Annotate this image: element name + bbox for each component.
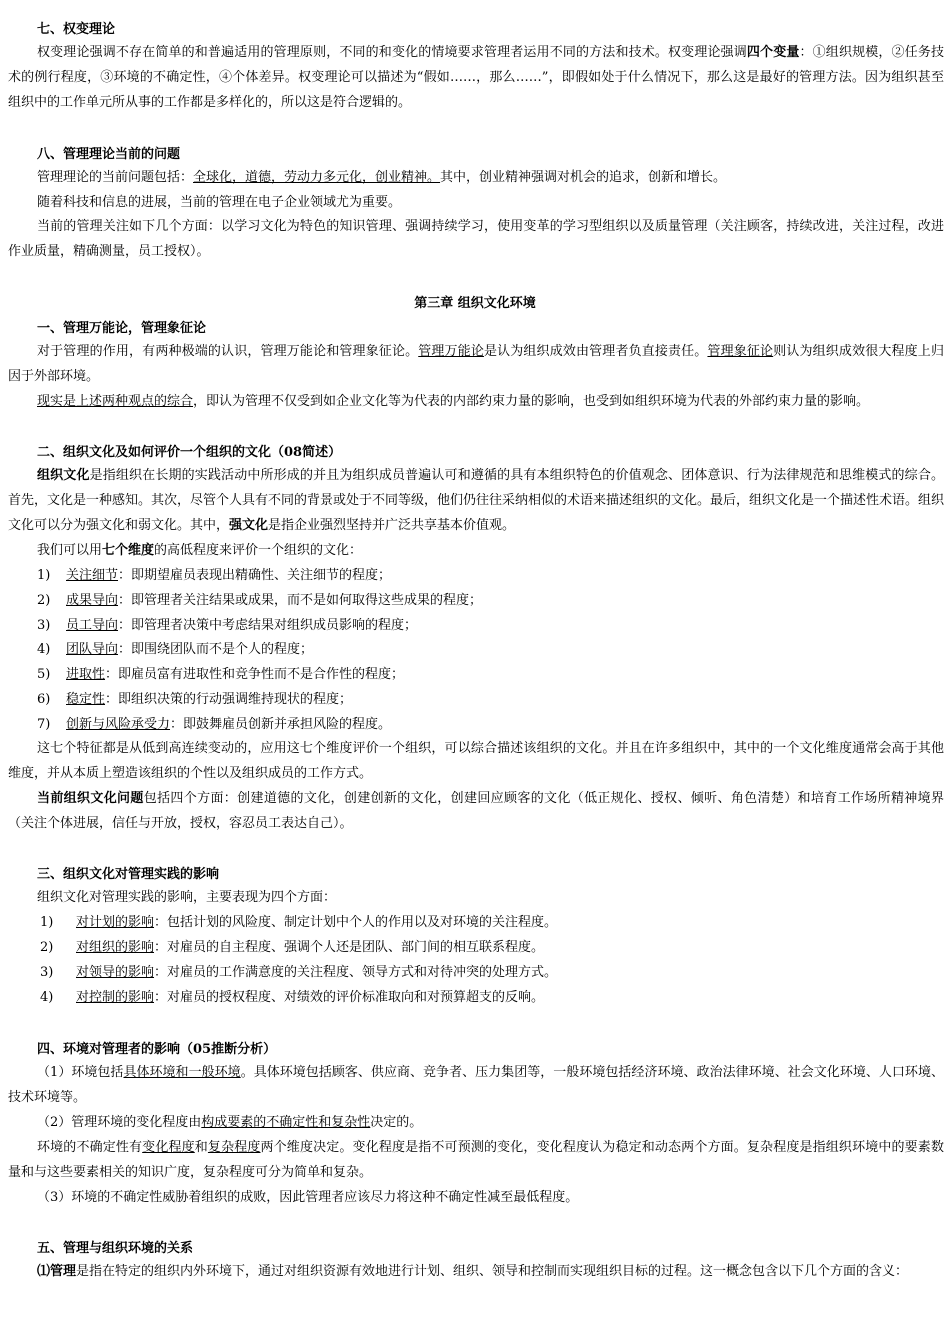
underlined-term: 复杂程度 xyxy=(207,1140,261,1155)
underlined-term: 构成要素的不确定性和复杂性 xyxy=(201,1115,371,1130)
list-item: 5) 进取性：即雇员富有进取性和竞争性而不是合作性的程度； xyxy=(37,667,405,682)
bold-term: 七个维度 xyxy=(102,543,155,558)
underlined-term: 全球化，道德，劳动力多元化，创业精神。 xyxy=(193,170,441,185)
list-item: 1) 关注细节：即期望雇员表现出精确性、关注细节的程度； xyxy=(37,568,392,583)
paragraph-culture-impact-intro: 组织文化对管理实践的影响，主要表现为四个方面： xyxy=(37,890,337,905)
section-heading-omnipotent-symbolic: 一、管理万能论，管理象征论 xyxy=(37,321,207,336)
bold-term: 当前组织文化问题 xyxy=(37,791,144,806)
paragraph-omnipotent-symbolic-1: 对于管理的作用，有两种极端的认识，管理万能论和管理象征论。管理万能论是认为组织成效由管理者负直接责任。管理象征论则认为组织成效很大程度上归因于外部环境。 xyxy=(8,344,944,384)
list-item: 3) 对领导的影响：对雇员的工作满意度的关注程度、领导方式和对待冲突的处理方式。 xyxy=(40,965,558,980)
list-item: 6) 稳定性：即组织决策的行动强调维持现状的程度； xyxy=(37,692,353,707)
paragraph-seven-dimensions-intro: 我们可以用七个维度的高低程度来评价一个组织的文化： xyxy=(37,543,363,558)
underlined-term: 变化程度 xyxy=(142,1140,195,1155)
bold-term: 四个变量 xyxy=(746,45,800,60)
section-heading-environment: 四、环境对管理者的影响（05推断分析） xyxy=(37,1042,277,1057)
paragraph-current-issues-2: 随着科技和信息的进展，当前的管理在电子企业领域尤为重要。 xyxy=(37,195,402,210)
paragraph-current-issues-1: 管理理论的当前问题包括：全球化，道德，劳动力多元化，创业精神。其中，创业精神强调对机会的追求，创新和增长。 xyxy=(37,170,727,185)
underlined-term: 管理象征论 xyxy=(707,344,774,359)
section-heading-culture-impact: 三、组织文化对管理实践的影响 xyxy=(37,867,220,882)
list-item: 7) 创新与风险承受力：即鼓舞雇员创新并承担风险的程度。 xyxy=(37,717,392,732)
paragraph-seven-dimensions-summary: 这七个特征都是从低到高连续变动的，应用这七个维度评价一个组织，可以综合描述该组织的文化。并且在许多组织中，其中的一个文化维度通常会高于其他维度，并从本质上塑造该组织的个性以及组织成员的工作方式。 xyxy=(8,741,944,781)
list-item: 4) 团队导向：即围绕团队而不是个人的程度； xyxy=(37,642,314,657)
paragraph-environment-1: （1）环境包括具体环境和一般环境。具体环境包括顾客、供应商、竞争者、压力集团等，一般环境包括经济环境、政治法律环境、社会文化环境、人口环境、技术环境等。 xyxy=(8,1065,944,1105)
list-item: 3) 员工导向：即管理者决策中考虑结果对组织成员影响的程度； xyxy=(37,618,418,633)
paragraph-environment-3: 环境的不确定性有变化程度和复杂程度两个维度决定。变化程度是指不可预测的变化，变化程度认为稳定和动态两个方面。复杂程度是指组织环境中的要素数量和与这些要素相关的知识广度，复杂程度可分为简单和复杂。 xyxy=(8,1140,944,1180)
list-item: 1) 对计划的影响：包括计划的风险度、制定计划中个人的作用以及对环境的关注程度。 xyxy=(40,915,558,930)
underlined-term: 现实是上述两种观点的综合 xyxy=(37,394,194,409)
section-heading-current-issues: 八、管理理论当前的问题 xyxy=(37,147,181,162)
list-item: 2) 成果导向：即管理者关注结果或成果，而不是如何取得这些成果的程度； xyxy=(37,593,483,608)
paragraph-management-definition: ⑴管理是指在特定的组织内外环境下，通过对组织资源有效地进行计划、组织、领导和控制而实现组织目标的过程。这一概念包含以下几个方面的含义： xyxy=(37,1264,909,1279)
section-heading-management-environment: 五、管理与组织环境的关系 xyxy=(37,1241,194,1256)
chapter-title: 第三章 组织文化环境 xyxy=(414,296,536,311)
paragraph-org-culture-definition: 组织文化是指组织在长期的实践活动中所形成的并且为组织成员普遍认可和遵循的具有本组织特色的价值观念、团体意识、行为法律规范和思维模式的综合。首先，文化是一种感知。其次，尽管个人具有不同的背景或处于不同等级，他们仍往往采纳相似的术语来描述组织的文化。最后，组织文化是一个描述性术语。组织文化可以分为强文化和弱文化。其中，强文化是指企业强烈坚持并广泛共享基本价值观。 xyxy=(8,468,945,533)
underlined-term: 管理万能论 xyxy=(418,344,484,359)
section-heading-org-culture: 二、组织文化及如何评价一个组织的文化（08简述） xyxy=(37,445,342,460)
paragraph-environment-2: （2）管理环境的变化程度由构成要素的不确定性和复杂性决定的。 xyxy=(37,1115,423,1130)
bold-term: 强文化 xyxy=(229,518,269,533)
bold-term: ⑴管理 xyxy=(37,1264,77,1279)
bold-term: 组织文化 xyxy=(37,468,90,483)
list-item: 4) 对控制的影响：对雇员的授权程度、对绩效的评价标准取向和对预算超支的反响。 xyxy=(40,990,545,1005)
paragraph-current-issues-3: 当前的管理关注如下几个方面：以学习文化为特色的知识管理、强调持续学习，使用变革的学习型组织以及质量管理（关注顾客，持续改进，关注过程，改进作业质量，精确测量，员工授权）。 xyxy=(8,219,944,259)
underlined-term: 具体环境和一般环境 xyxy=(123,1065,241,1080)
section-heading-contingency-theory: 七、权变理论 xyxy=(37,22,116,37)
paragraph-environment-4: （3）环境的不确定性威胁着组织的成败，因此管理者应该尽力将这种不确定性减至最低程度。 xyxy=(37,1190,579,1205)
paragraph-current-culture-issues: 当前组织文化问题包括四个方面：创建道德的文化，创建创新的文化，创建回应顾客的文化（低正规化、授权、倾听、角色清楚）和培育工作场所精神境界（关注个体进展，信任与开放，授权，容忍员工表达自己）。 xyxy=(8,791,944,831)
list-item: 2) 对组织的影响：对雇员的自主程度、强调个人还是团队、部门间的相互联系程度。 xyxy=(40,940,545,955)
paragraph-contingency-theory: 权变理论强调不存在简单的和普遍适用的管理原则，不同的和变化的情境要求管理者运用不同的方法和技术。权变理论强调四个变量：①组织规模，②任务技术的例行程度，③环境的不确定性，④个体差异。权变理论可以描述为“假如……，那么……”，即假如处于什么情况下，那么这是最好的管理方法。因为组织甚至组织中的工作单元所从事的工作都是多样化的，所以这是符合逻辑的。 xyxy=(8,45,944,110)
paragraph-omnipotent-symbolic-2: 现实是上述两种观点的综合，即认为管理不仅受到如企业文化等为代表的内部约束力量的影响，也受到如组织环境为代表的外部约束力量的影响。 xyxy=(37,394,870,409)
